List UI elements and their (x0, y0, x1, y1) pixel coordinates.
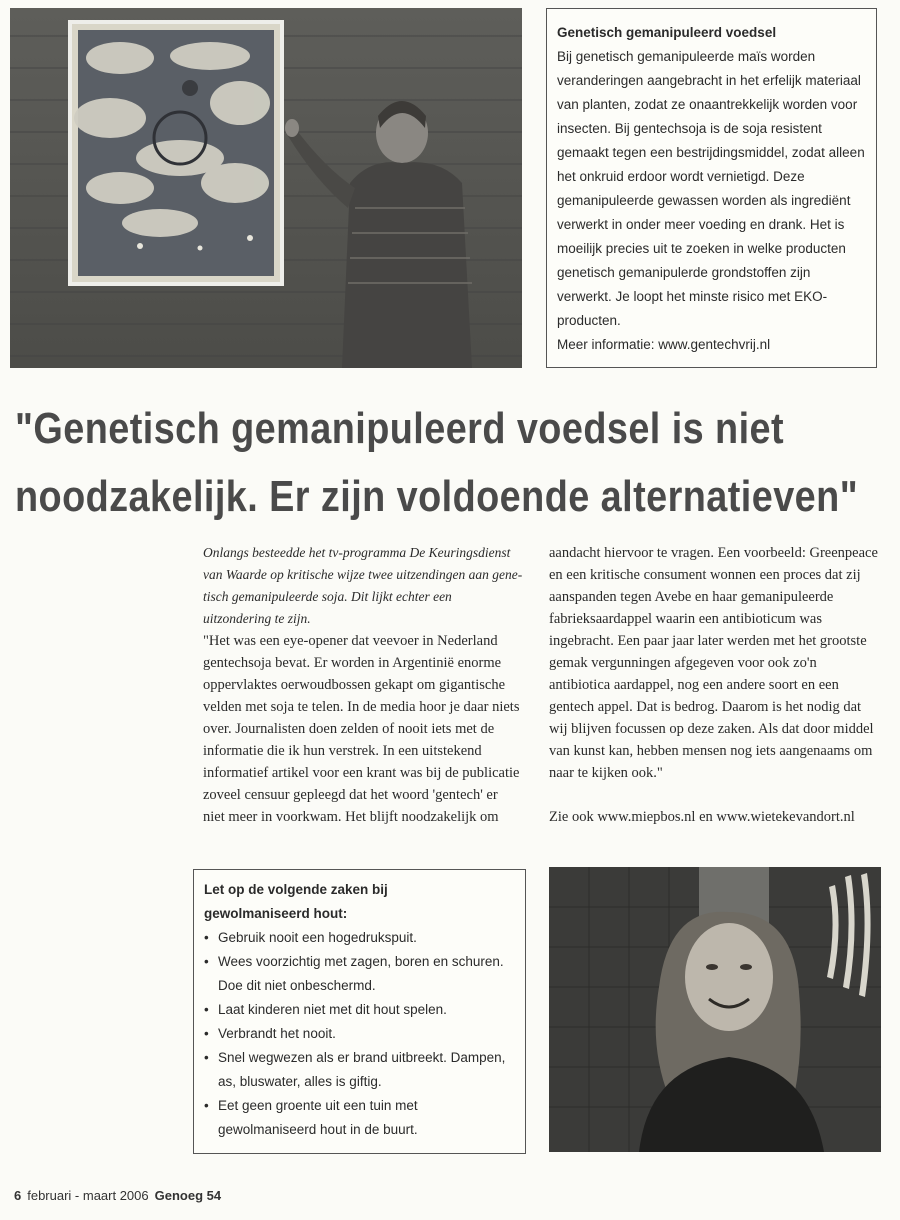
tips-box-title-line-1: Let op de volgende zaken bij (204, 882, 388, 897)
tips-box-title-line-2: gewolmaniseerd hout: (204, 906, 348, 921)
photo-artist-with-painting (10, 8, 522, 368)
headline-line-1: "Genetisch gemanipuleerd voedsel is niet (15, 404, 785, 453)
headline (15, 395, 859, 531)
tips-list-item (204, 926, 515, 950)
bullet-icon: • (204, 1002, 209, 1017)
page-footer (14, 1188, 221, 1203)
tips-box (193, 869, 526, 1154)
tips-list-item-text: Verbrandt het nooit. (218, 1026, 336, 1041)
photo-artist-with-painting-illustration (10, 8, 522, 368)
article-right-column (549, 542, 879, 828)
gmo-info-box (546, 8, 877, 368)
tips-list-item-text: Snel wegwezen als er brand uitbreekt. Dampen, as, bluswater, alles is giftig. (218, 1050, 506, 1089)
tips-list-item (204, 1022, 515, 1046)
photo-portrait (549, 867, 881, 1152)
bullet-icon: • (204, 1098, 209, 1113)
gmo-box-more-info: Meer informatie: www.gentechvrij.nl (557, 337, 771, 352)
tips-list-item-text: Laat kinderen niet met dit hout spelen. (218, 1002, 447, 1017)
article-left-body: "Het was een eye-opener dat veevoer in Nederland gentechsoja bevat. Er worden in Argentinië enorme oppervlaktes oerwoudbossen gekapt om gigantische velden met soja te telen. In de media hoor je daar niets over. Journalisten doen zelden of nooit iets met de informatie die ik hun verstrek. In een uitstekend informatief artikel voor een krant was bij de publicatie zoveel censuur gepleegd dat het woord 'gentech' er niet meer in voorkwam. Het blijft noodzakelijk om (203, 633, 520, 825)
tips-list-item-text: Wees voorzichtig met zagen, boren en schuren. Doe dit niet onbeschermd. (218, 954, 504, 993)
issue-date: februari - maart 2006 (27, 1188, 149, 1203)
photo-portrait-illustration (549, 867, 881, 1152)
tips-list-item (204, 1046, 515, 1094)
article-left-column (203, 542, 523, 828)
headline-line-2: noodzakelijk. Er zijn voldoende alternatieven" (15, 472, 859, 521)
tips-list-item (204, 1094, 515, 1142)
gmo-box-body: Bij genetisch gemanipuleerde maïs worden veranderingen aangebracht in het erfelijk materiaal van planten, zodat ze onaantrekkelijk worden voor insecten. Bij gentechsoja is de soja resistent gemaakt tegen een bestrijdingsmiddel, zodat alleen het onkruid erdoor wordt vernietigd. Deze gemanipuleerde gewassen worden als ingrediënt verwerkt in onder meer voeding en drank. Het is moeilijk precies uit te zoeken in welke producten genetisch gemanipulerde grondstoffen zijn verwerkt. Je loopt het minste risico met EKO-producten. (557, 49, 865, 328)
tips-list (204, 926, 515, 1142)
tips-list-item-text: Gebruik nooit een hogedrukspuit. (218, 930, 417, 945)
bullet-icon: • (204, 954, 209, 969)
tips-list-item (204, 998, 515, 1022)
article-right-body: aandacht hiervoor te vragen. Een voorbeeld: Greenpeace en een kritische consument wonnen een proces dat zij aanspanden tegen Avebe en haar gemanipuleerde fabrieksaardappel waarin een antibioticum was ingebracht. Een paar jaar later werden met het grootste gemak vergunningen afgegeven voor ook zo'n antibiotica aardappel, nog een andere soort en een gentech appel. Dat is bedrog. Daarom is het nodig dat wij blijven focussen op deze zaken. Als dat door middel van kunst kan, hebben mensen nog iets aangenaams om naar te kijken ook." (549, 545, 878, 781)
article-see-also: Zie ook www.miepbos.nl en www.wietekevandort.nl (549, 809, 855, 825)
gmo-box-title: Genetisch gemanipuleerd voedsel (557, 25, 777, 40)
bullet-icon: • (204, 1026, 209, 1041)
article-intro: Onlangs besteedde het tv-programma De Keuringsdienst van Waarde op kritische wijze twee uitzendingen aan genetisch gemanipuleerde soja. Dit lijkt echter een uitzondering te zijn. (203, 545, 523, 626)
tips-list-item (204, 950, 515, 998)
bullet-icon: • (204, 1050, 209, 1065)
magazine-name: Genoeg 54 (154, 1188, 222, 1203)
page-number: 6 (14, 1188, 22, 1203)
tips-list-item-text: Eet geen groente uit een tuin met gewolmaniseerd hout in de buurt. (218, 1098, 418, 1137)
bullet-icon: • (204, 930, 209, 945)
